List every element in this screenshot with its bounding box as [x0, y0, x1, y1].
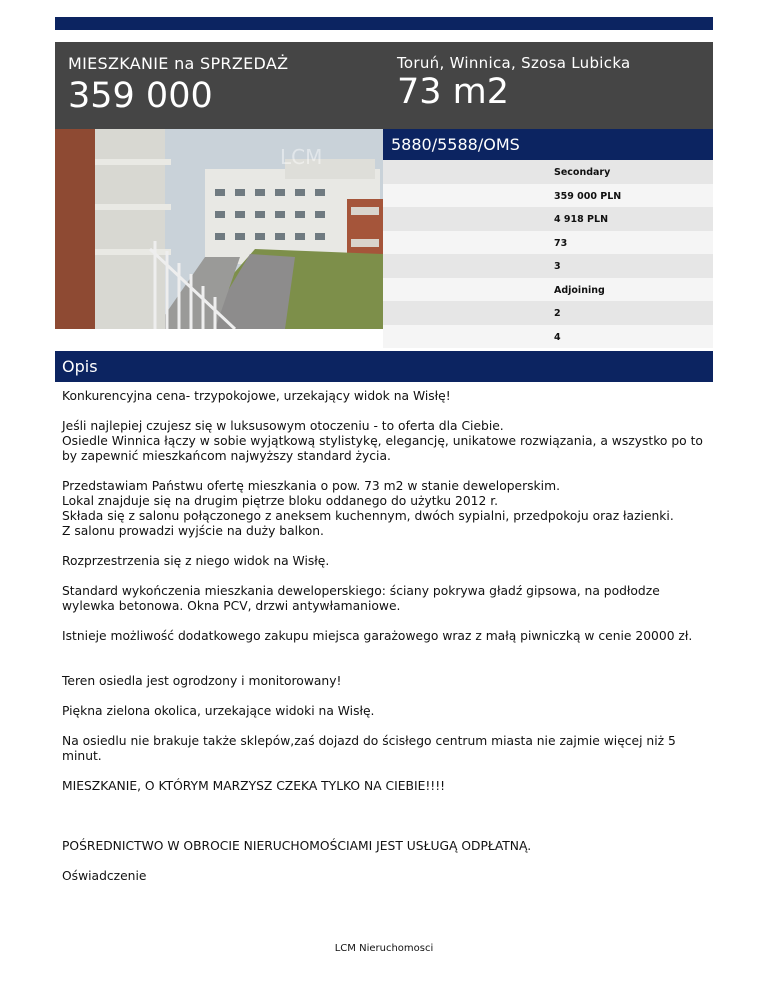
detail-price: 359 000 PLN: [554, 190, 622, 202]
reference-number: 5880/5588/OMS: [391, 135, 520, 154]
detail-floors-total: 4: [554, 331, 561, 343]
details-row: [383, 231, 713, 255]
description-paragraph: Jeśli najlepiej czujesz się w luksusowym otoczeniu - to oferta dla Ciebie. Osiedle Winnica łączy w sobie wyjątkową stylistykę, elegancję, unikatowe rozwiązania, a wszystko po to by zapewnić mieszkańcom najwyższy standard życia.: [62, 419, 703, 463]
description-section-bar: [55, 351, 713, 382]
details-row: [383, 278, 713, 302]
detail-market: Secondary: [554, 167, 611, 178]
header-right: [397, 54, 631, 112]
listing-kind: MIESZKANIE na SPRZEDAŻ: [68, 54, 289, 73]
description-paragraph: Teren osiedla jest ogrodzony i monitorowany!: [62, 674, 342, 688]
description-paragraph: Na osiedlu nie brakuje także sklepów,zaś dojazd do ścisłego centrum miasta nie zajmie więcej niż 5 minut.: [62, 734, 676, 763]
header-left: [68, 54, 288, 116]
details-row: [383, 301, 713, 325]
detail-price-per-m2: 4 918 PLN: [554, 214, 609, 225]
photo-watermark: LCM: [280, 145, 323, 169]
footer-agency: LCM Nieruchomosci: [334, 943, 434, 954]
detail-kitchen: Adjoining: [554, 284, 605, 296]
description-paragraph: POŚREDNICTWO W OBROCIE NIERUCHOMOŚCIAMI JEST USŁUGĄ ODPŁATNĄ.: [62, 839, 532, 853]
description-paragraph: Istnieje możliwość dodatkowego zakupu miejsca garażowego wraz z małą piwniczką w cenie 20000 zł.: [62, 629, 693, 643]
detail-floor: 2: [554, 308, 561, 319]
details-row: [383, 207, 713, 231]
description-paragraph: Oświadczenie: [62, 869, 147, 883]
description-section-title: Opis: [62, 357, 98, 376]
details-row: [383, 254, 713, 278]
property-photo-illustration: [55, 129, 383, 329]
detail-area: 73: [554, 237, 568, 249]
listing-header: [55, 42, 713, 129]
listing-area: 73 m2: [397, 72, 510, 112]
description-paragraph: Rozprzestrzenia się z niego widok na Wisłę.: [62, 554, 330, 568]
description-paragraph: MIESZKANIE, O KTÓRYM MARZYSZ CZEKA TYLKO NA CIEBIE!!!!: [62, 779, 446, 793]
description-paragraph: Standard wykończenia mieszkania deweloperskiego: ściany pokrywa gładź gipsowa, na podłodze wylewka betonowa. Okna PCV, drzwi antywłamaniowe.: [62, 584, 660, 613]
listing-price: 359 000: [68, 76, 213, 116]
details-table: [383, 160, 713, 348]
details-row: [383, 160, 713, 184]
top-accent-bar: [55, 17, 713, 30]
description-paragraph: Konkurencyjna cena- trzypokojowe, urzekający widok na Wisłę!: [62, 389, 451, 403]
description-paragraph: Piękna zielona okolica, urzekające widoki na Wisłę.: [62, 704, 375, 718]
details-row: [383, 184, 713, 208]
description-paragraph: Przedstawiam Państwu ofertę mieszkania o pow. 73 m2 w stanie deweloperskim. Lokal znajduje się na drugim piętrze bloku oddanego do użytku 2012 r. Składa się z salonu połączonego z aneksem kuchennym, dwóch sypialni, przedpokoju oraz łazienki. Z salonu prowadzi wyjście na duży balkon.: [62, 479, 674, 538]
details-row: [383, 325, 713, 349]
detail-rooms: 3: [554, 261, 561, 272]
property-photo: [55, 129, 383, 329]
reference-bar: [383, 129, 713, 160]
listing-location: Toruń, Winnica, Szosa Lubicka: [397, 54, 631, 72]
description-body: [62, 389, 712, 899]
